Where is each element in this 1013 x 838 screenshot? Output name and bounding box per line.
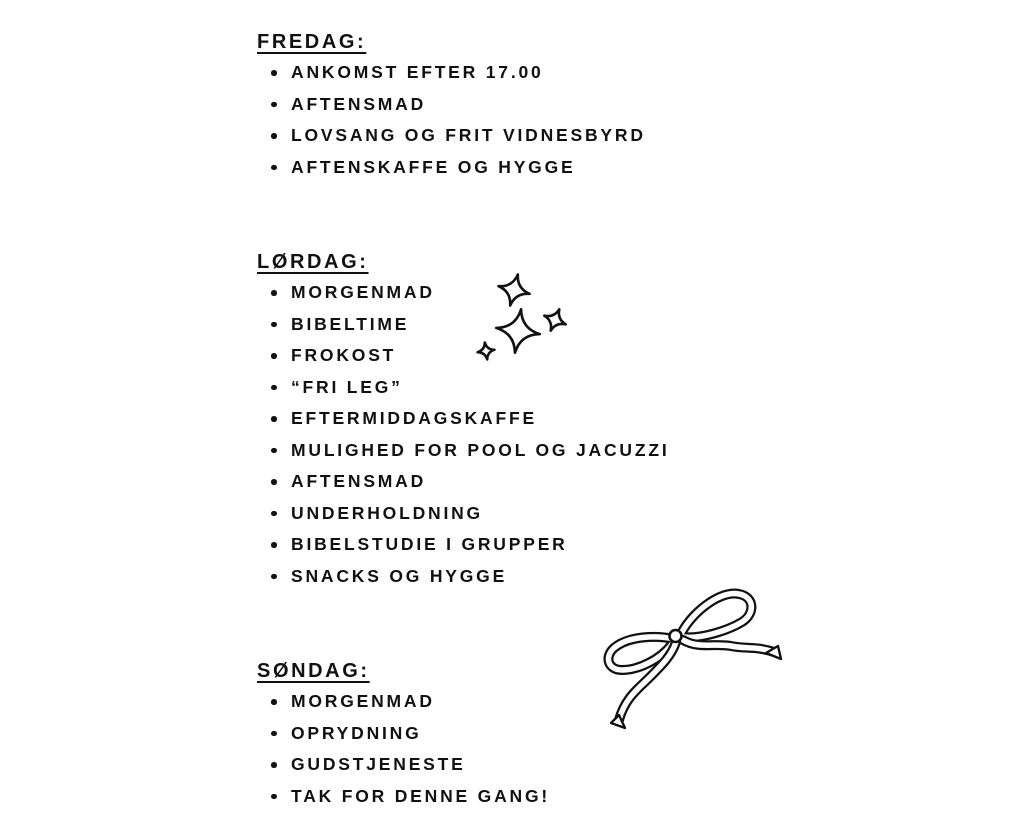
- schedule-item: TAK FOR DENNE GANG!: [257, 781, 670, 813]
- schedule-item: BIBELTIME: [257, 309, 670, 341]
- schedule-section-fredag: [257, 30, 670, 183]
- schedule-item: MORGENMAD: [257, 277, 670, 309]
- section-title-fredag: FREDAG:: [257, 31, 367, 53]
- schedule-item: AFTENSMAD: [257, 466, 670, 498]
- sparkles-doodle: [470, 262, 580, 372]
- schedule-item: FROKOST: [257, 340, 670, 372]
- section-items-lordag: [257, 277, 670, 592]
- schedule-section-lordag: [257, 250, 670, 592]
- schedule-item: UNDERHOLDNING: [257, 498, 670, 530]
- schedule-item: GUDSTJENESTE: [257, 749, 670, 781]
- schedule-item: “FRI LEG”: [257, 372, 670, 404]
- schedule-item: MORGENMAD: [257, 686, 670, 718]
- schedule-item: EFTERMIDDAGSKAFFE: [257, 403, 670, 435]
- schedule-item: LOVSANG OG FRIT VIDNESBYRD: [257, 120, 670, 152]
- schedule-item: SNACKS OG HYGGE: [257, 561, 670, 593]
- section-title-lordag: LØRDAG:: [257, 251, 369, 273]
- schedule-item: BIBELSTUDIE I GRUPPER: [257, 529, 670, 561]
- schedule-item: ANKOMST EFTER 17.00: [257, 57, 670, 89]
- schedule-item: OPRYDNING: [257, 718, 670, 750]
- schedule-item: AFTENSMAD: [257, 89, 670, 121]
- schedule-item: AFTENSKAFFE OG HYGGE: [257, 152, 670, 184]
- section-items-fredag: [257, 57, 670, 183]
- schedule-item: MULIGHED FOR POOL OG JACUZZI: [257, 435, 670, 467]
- bow-ribbon-doodle: [598, 580, 793, 742]
- section-title-sondag: SØNDAG:: [257, 660, 370, 682]
